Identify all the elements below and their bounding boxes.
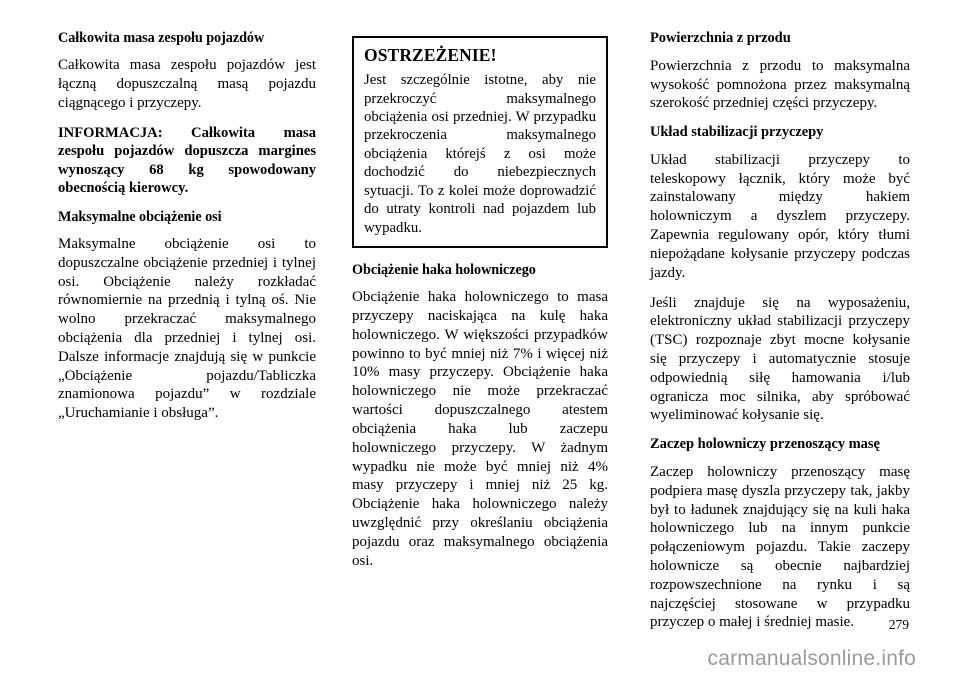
column-one xyxy=(0,30,330,423)
paragraph-tsc-electronic: Jeśli znajduje się na wyposażeniu, elektroniczny układ stabilizacji przyczepy (TSC) rozpoznaje zbyt mocne kołysanie się przyczepy i automatycznie stosuje odpowiednią siłę hamowania i/lub ogranicza moc silnika, aby spróbować wyeliminować kołysanie się. xyxy=(650,294,910,424)
heading-trailer-stabilizer: Układ stabilizacji przyczepy xyxy=(650,124,824,141)
three-column-layout xyxy=(0,30,960,632)
heading-weight-carrying-hitch: Zaczep holowniczy przenoszący masę xyxy=(650,436,880,453)
paragraph-max-axle-load: Maksymalne obciążenie osi to dopuszczalne obciążenie przedniej i tylnej osi. Obciążenie należy rozkładać równomiernie na przednią i tylną oś. Nie wolno przekraczać maksymalnego obciążenia dla przedniej i tylnej osi. Dalsze informacje znajdują się w punkcie „Obciążenie pojazdu/Tabliczka znamionowa pojazdu” w rozdziale „Uruchamianie i obsługa”. xyxy=(58,235,316,422)
paragraph-tow-hitch-load: Obciążenie haka holowniczego to masa przyczepy naciskająca na kulę haka holowniczego. W większości przypadków powinno to być mniej niż 7% i więcej niż 10% masy przyczepy. Obciążenie haka holowniczego nie może przekraczać wartości dopuszczalnego atestem obciążenia haka lub zaczepu holowniczego przyczepy. W żadnym wypadku nie może być mniej niż 4% masy przyczepy i mniej niż 25 kg. Obciążenie haka holowniczego należy uwzględnić przy określaniu obciążenia pojazdu oraz maksymalnego obciążenia osi. xyxy=(352,289,608,569)
paragraph-trailer-stabilizer: Układ stabilizacji przyczepy to teleskopowy łącznik, który może być zainstalowany między hakiem holowniczym a dyszlem przyczepy. Zapewnia regulowany opór, który tłumi niepożądane kołysanie przyczepy podczas jazdy. xyxy=(650,151,910,281)
paragraph-total-combined-mass: Całkowita masa zespołu pojazdów jest łączną dopuszczalną masą pojazdu ciągnącego i przyczepy. xyxy=(58,57,316,111)
heading-frontal-area: Powierzchnia z przodu xyxy=(650,30,791,46)
warning-box xyxy=(352,36,608,248)
note-information-margin: INFORMACJA: Całkowita masa zespołu pojazdów dopuszcza margines wynoszący 68 kg spowodowany obecnością kierowcy. xyxy=(58,124,316,197)
heading-tow-hitch-load: Obciążenie haka holowniczego xyxy=(352,261,536,278)
paragraph-weight-carrying-hitch: Zaczep holowniczy przenoszący masę podpiera masę dyszla przyczepy tak, jakby był to ładunek znajdujący się na kuli haka holowniczego lub na innym punkcie połączeniowym pojazdu. Takie zaczepy holownicze są obecnie najbardziej rozpowszechnione na rynku i są najczęściej stosowane w przypadku przyczep o małej i średniej masie. xyxy=(650,463,910,631)
warning-title: OSTRZEŻENIE! xyxy=(364,45,497,65)
warning-text: Jest szczególnie istotne, aby nie przekroczyć maksymalnego obciążenia osi przedniej. W przypadku przekroczenia maksymalnego obciążenia którejś z osi może dochodzić do niebezpiecznych sytuacji. To z kolei może doprowadzić do utraty kontroli nad pojazdem lub wypadku. xyxy=(364,72,596,236)
page-number: 279 xyxy=(888,617,909,632)
heading-max-axle-load: Maksymalne obciążenie osi xyxy=(58,208,222,225)
column-two xyxy=(330,30,630,570)
heading-total-combined-mass: Całkowita masa zespołu pojazdów xyxy=(58,30,265,46)
column-three xyxy=(630,30,960,632)
paragraph-frontal-area: Powierzchnia z przodu to maksymalna wysokość pomnożona przez maksymalną szerokość przedniej części przyczepy. xyxy=(650,57,910,112)
watermark-carmanualsonline: carmanualsonline.info xyxy=(707,647,916,670)
